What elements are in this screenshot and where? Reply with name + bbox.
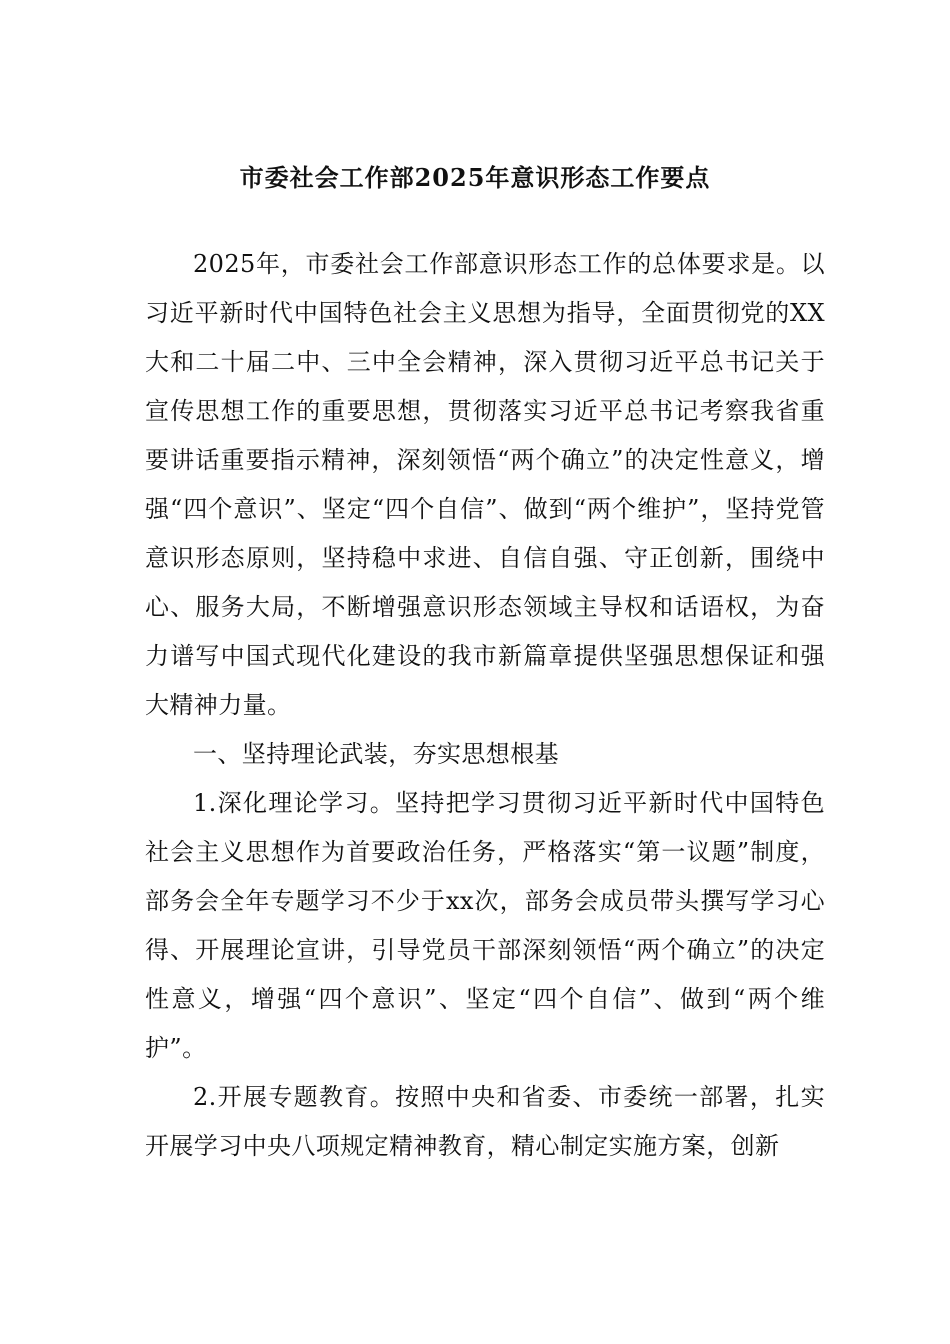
document-body: [145, 240, 825, 1171]
paragraph-general-requirements: 2025年，市委社会工作部意识形态工作的总体要求是。以习近平新时代中国特色社会主义思想为指导，全面贯彻党的XX大和二十届二中、三中全会精神，深入贯彻习近平总书记关于宣传思想工作的重要思想，贯彻落实习近平总书记考察我省重要讲话重要指示精神，深刻领悟“两个确立”的决定性意义，增强“四个意识”、坚定“四个自信”、做到“两个维护”，坚持党管意识形态原则，坚持稳中求进、自信自强、守正创新，围绕中心、服务大局，不断增强意识形态领域主导权和话语权，为奋力谱写中国式现代化建设的我市新篇章提供坚强思想保证和强大精神力量。: [145, 250, 825, 719]
document-title: 市委社会工作部2025年意识形态工作要点: [239, 163, 711, 192]
paragraph-item-2: 2.开展专题教育。按照中央和省委、市委统一部署，扎实开展学习中央八项规定精神教育，精心制定实施方案，创新: [145, 1083, 825, 1160]
paragraph-item-1: 1.深化理论学习。坚持把学习贯彻习近平新时代中国特色社会主义思想作为首要政治任务，严格落实“第一议题”制度，部务会全年专题学习不少于xx次，部务会成员带头撰写学习心得、开展理论宣讲，引导党员干部深刻领悟“两个确立”的决定性意义，增强“四个意识”、坚定“四个自信”、做到“两个维护”。: [145, 789, 825, 1062]
section-heading-1: 一、坚持理论武装，夯实思想根基: [193, 740, 559, 768]
